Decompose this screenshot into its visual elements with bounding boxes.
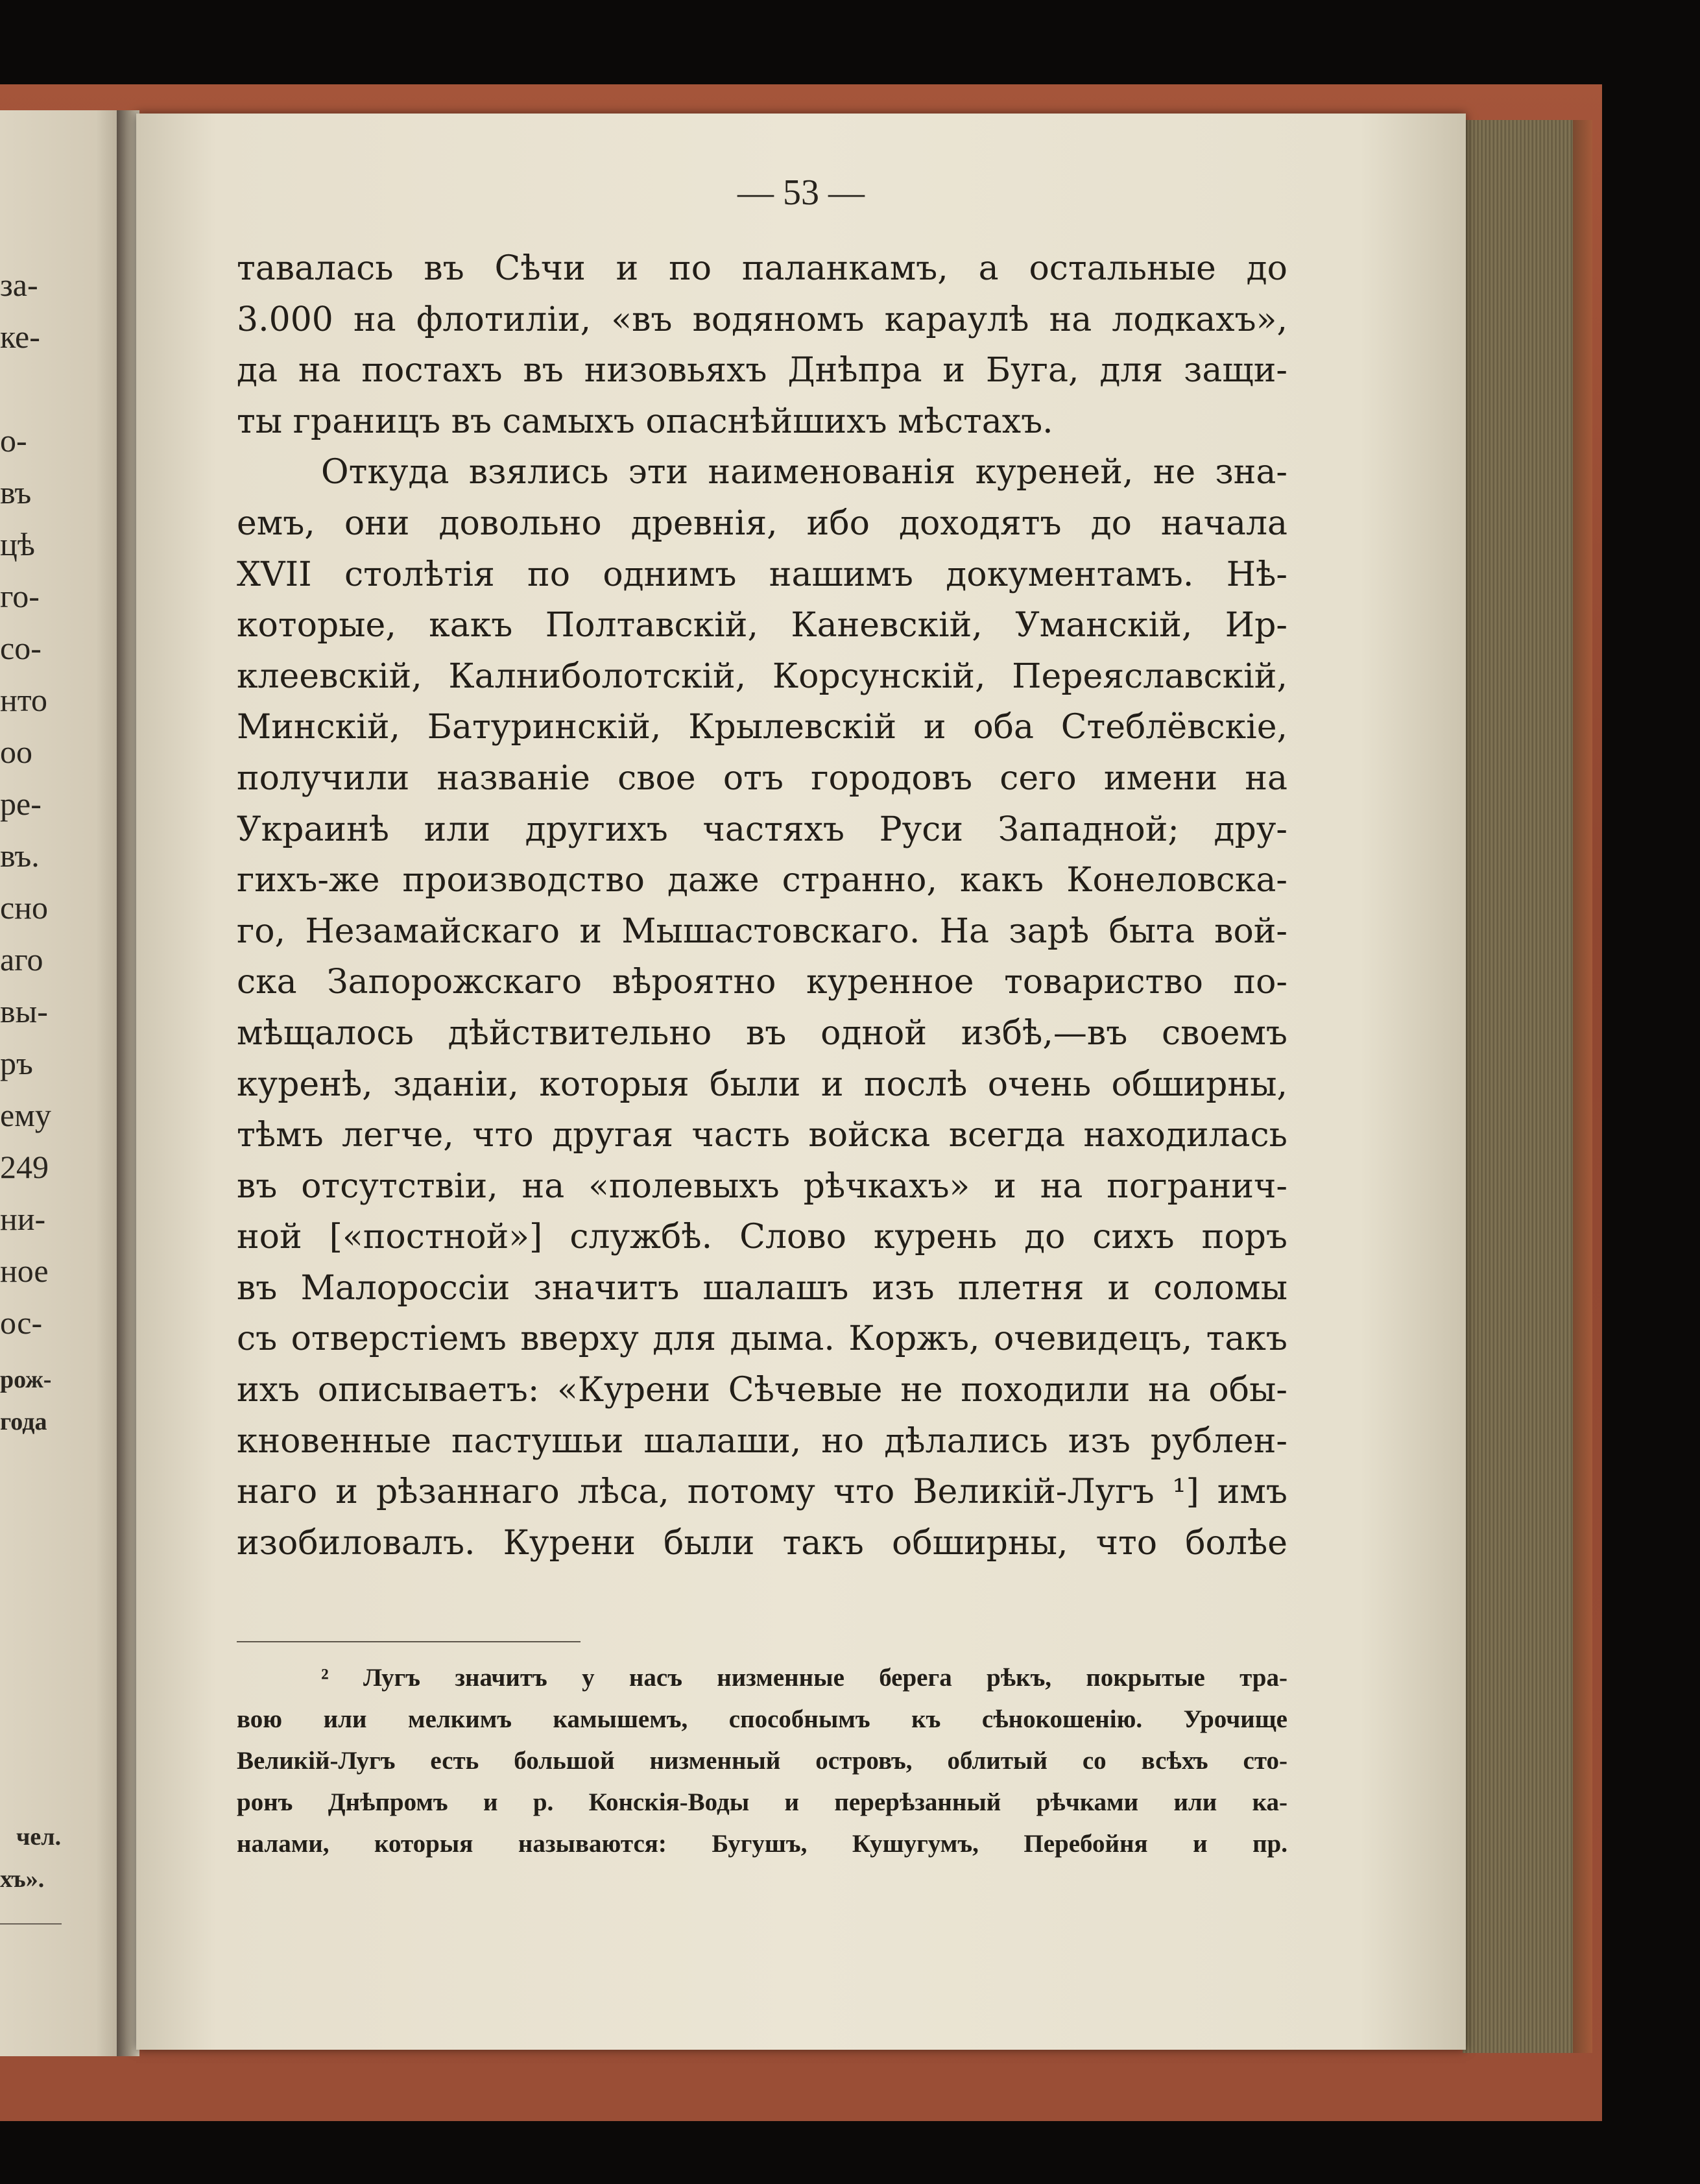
footnote <box>237 1657 1287 1865</box>
text-line: 3.000 на флотиліи, «въ водяномъ караулѣ на лодкахъ», <box>237 300 1287 339</box>
text-line: гихъ-же производство даже странно, какъ Конеловска- <box>237 861 1287 900</box>
footnote-rule <box>237 1641 581 1642</box>
left-page-fragment: ре- <box>0 786 42 822</box>
body-text <box>237 243 1287 1568</box>
left-page-fragment: года <box>0 1408 47 1435</box>
left-page-fragment: со- <box>0 630 42 666</box>
left-page-fragment: 249 <box>0 1149 49 1185</box>
left-page-fragment: ръ <box>0 1045 33 1081</box>
left-page-fragment: вы- <box>0 993 48 1029</box>
footnote-line: налами, которыя называются: Бугушъ, Кушугумъ, Перебойня и пр. <box>237 1830 1287 1858</box>
book-page <box>136 114 1466 2050</box>
left-page-note-fragment: хъ». <box>0 1866 45 1893</box>
text-line: наго и рѣзаннаго лѣса, потому что Великій-Лугъ ¹] имъ <box>237 1472 1287 1512</box>
text-line: XVII столѣтія по однимъ нашимъ документамъ. Нѣ- <box>237 555 1287 594</box>
text-line: ихъ описываетъ: «Курени Сѣчевые не походили на обы- <box>237 1371 1287 1410</box>
footnote-line: Великій-Лугъ есть большой низменный островъ, облитый со всѣхъ сто- <box>237 1747 1287 1775</box>
left-page-fragment: въ. <box>0 837 40 874</box>
left-page-fragment: сно <box>0 889 48 926</box>
left-page-fragment: рож- <box>0 1366 52 1393</box>
text-line: изобиловалъ. Курени были такъ обширны, что болѣе <box>237 1523 1287 1563</box>
left-page-fragment: ему <box>0 1097 51 1133</box>
left-page <box>0 110 120 2056</box>
left-page-fragment: ос- <box>0 1304 43 1341</box>
footnote-line: ² Лугъ значитъ у насъ низменные берега рѣкъ, покрытые тра- <box>321 1664 1287 1692</box>
text-line: мѣщалось дѣйствительно въ одной избѣ,—въ своемъ <box>237 1013 1287 1053</box>
left-page-fragment: ное <box>0 1253 49 1289</box>
left-page-fragment: о- <box>0 422 27 459</box>
text-line: куренѣ, зданіи, которыя были и послѣ очень обширны, <box>237 1064 1287 1104</box>
text-line: емъ, они довольно древнія, ибо доходятъ до начала <box>237 503 1287 543</box>
left-page-fragment: въ <box>0 474 32 510</box>
left-page-fragment: нто <box>0 682 47 718</box>
text-line: ска Запорожскаго вѣроятно куренное товариство по- <box>237 963 1287 1002</box>
text-line: кновенные пастушьи шалаши, но дѣлались изъ рублен- <box>237 1421 1287 1461</box>
text-line: тавалась въ Сѣчи и по паланкамъ, а остальные до <box>237 249 1287 288</box>
left-page-footnote-rule <box>0 1923 62 1925</box>
text-line: да на постахъ въ низовьяхъ Днѣпра и Буга, для защи- <box>237 351 1287 390</box>
left-page-note-fragment: чел. <box>16 1823 62 1851</box>
left-page-fragment: аго <box>0 941 43 978</box>
text-line: го, Незамайскаго и Мышастовскаго. На зарѣ быта вой- <box>237 911 1287 951</box>
text-line: Откуда взялись эти наименованія куреней, не зна- <box>321 453 1287 492</box>
text-line: Минскій, Батуринскій, Крылевскій и оба Стеблёвскіе, <box>237 708 1287 747</box>
text-line: которые, какъ Полтавскій, Каневскій, Уманскій, Ир- <box>237 606 1287 645</box>
left-page-fragment: оо <box>0 734 32 770</box>
left-page-fragment: ке- <box>0 318 40 355</box>
text-line: тѣмъ легче, что другая часть войска всегда находилась <box>237 1116 1287 1155</box>
text-line: въ отсутствіи, на «полевыхъ рѣчкахъ» и на погранич- <box>237 1166 1287 1206</box>
text-line: ты границъ въ самыхъ опаснѣйшихъ мѣстахъ. <box>237 402 1053 441</box>
footnote-line: ронъ Днѣпромъ и р. Конскія-Воды и перерѣзанный рѣчками или ка- <box>237 1788 1287 1816</box>
footnote-line: вою или мелкимъ камышемъ, способнымъ къ сѣнокошенію. Урочище <box>237 1705 1287 1733</box>
left-page-fragment: за- <box>0 267 38 303</box>
page-number: — 53 — <box>737 173 865 213</box>
text-line: ной [«постной»] службѣ. Слово курень до сихъ поръ <box>237 1218 1287 1257</box>
text-line: получили названіе свое отъ городовъ сего имени на <box>237 758 1287 798</box>
text-line: въ Малороссіи значитъ шалашъ изъ плетня и соломы <box>237 1268 1287 1308</box>
text-line: съ отверстіемъ вверху для дыма. Коржъ, очевидецъ, такъ <box>237 1319 1287 1359</box>
left-page-fragment: ни- <box>0 1201 46 1237</box>
text-line: Украинѣ или другихъ частяхъ Руси Западной; дру- <box>237 810 1287 849</box>
left-page-fragment: цѣ <box>0 526 35 562</box>
page-block-edges <box>1463 120 1592 2053</box>
text-line: клеевскій, Калниболотскій, Корсунскій, Переяславскій, <box>237 656 1287 696</box>
left-page-fragment: го- <box>0 578 40 614</box>
